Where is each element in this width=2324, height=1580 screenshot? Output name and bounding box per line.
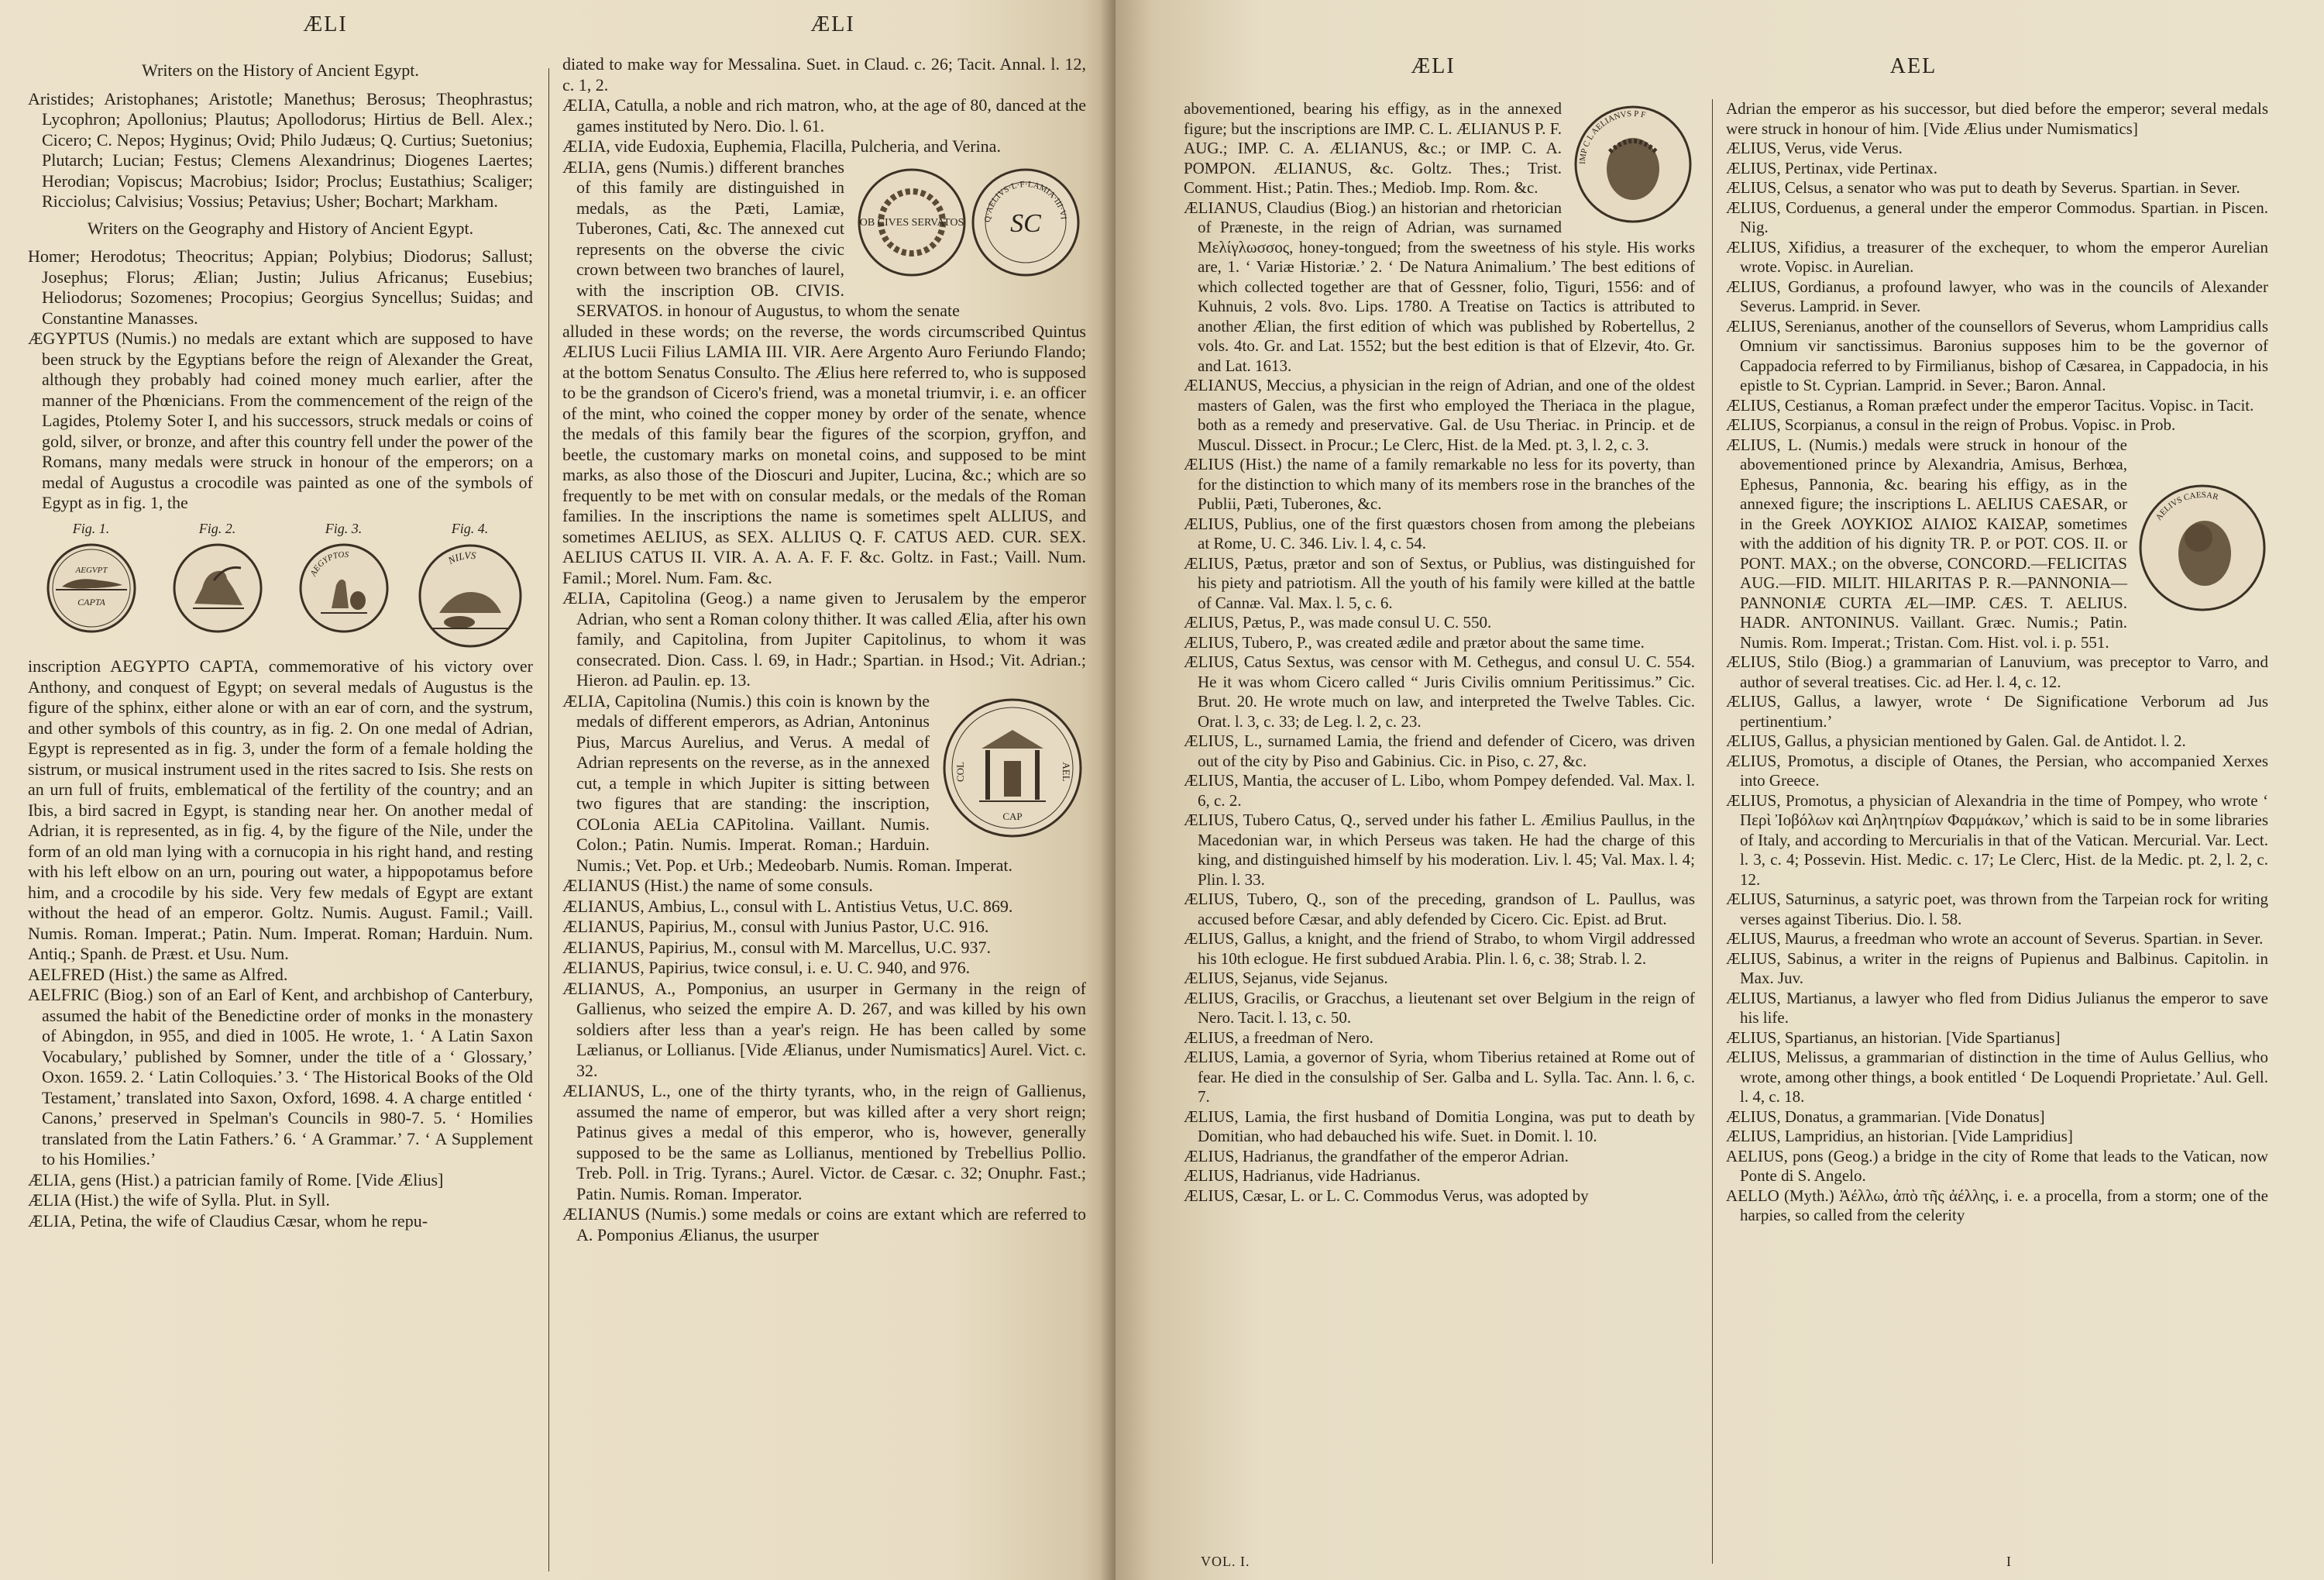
entry-aelianus-numis: ÆLIANUS (Numis.) some medals or coins are extant which are referred to A. Pomponius Ælianus, the usurper: [562, 1204, 1086, 1244]
entry-aelius-pons: AELIUS, pons (Geog.) a bridge in the city of Rome that leads to the Vatican, now Ponte di S. Angelo.: [1726, 1146, 2268, 1185]
entry-aelius-paetus-p: ÆLIUS, Pætus, P., was made consul U. C. 550.: [1184, 613, 1492, 632]
entry-aelius-caesar: ÆLIUS, Cæsar, L. or L. C. Commodus Verus, was adopted by: [1184, 1186, 1589, 1205]
entry-aelianus: ÆLIANUS (Hist.) the name of some consuls.: [562, 876, 873, 895]
entry-aelius-gordianus: ÆLIUS, Gordianus, a profound lawyer, who was in the councils of Alexander Severus. Lamprid. in Sever.: [1726, 277, 2268, 315]
column-rule: [1712, 99, 1713, 1564]
entry-aelius-martianus: ÆLIUS, Martianus, a lawyer who fled from Didius Julianus the emperor to save his life.: [1726, 988, 2268, 1027]
entry-aelius-tubero-p: ÆLIUS, Tubero, P., was created ædile and prætor about the same time.: [1184, 632, 1645, 652]
entry-aelius-promotus: ÆLIUS, Promotus, a disciple of Otanes, the Persian, who accompanied Xerxes into Greece.: [1726, 751, 2268, 790]
entry-aelius-hadrianus-2: ÆLIUS, Hadrianus, vide Hadrianus.: [1184, 1166, 1421, 1185]
entry-paragraph: abovementioned, bearing his effigy, as in the annexed figure; but the inscriptions are IMP. C. L. ÆLIANUS P. F. AUG.; IMP. C. A. ÆLIANUS, &c.; or IMP. C. A. POMPON. ÆLIANUS, &c. Goltz. Thes.; Trist. Comment. Hist.; Patin. Thes.; Mediob. Imp. Rom. &c.: [1184, 99, 1562, 197]
entry-aelfric: AELFRIC (Biog.) son of an Earl of Kent, and archbishop of Canterbury, assumed the habit of the Benedictine order of monks in the monastery of Abingdon, in 955, and died in 1005. He wrote, 1. ‘ A Latin Saxon Vocabulary,’ published by Somner, under the title of a ‘ Glossary,’ Oxon. 1659. 2. ‘ Latin Colloquies.’ 3. ‘ The Historical Books of the Old Testament,’ translated into Saxon, Oxford, 1698. 4. A charge entitled ‘ Canons,’ preserved in Spelman's Councils in 980-7. 5. ‘ Homilies translated from the Latin Fathers.’ 6. ‘ A Grammar.’ 7. ‘ A Supplement to his Homilies.’: [28, 985, 533, 1169]
entry-aelfred: AELFRED (Hist.) the same as Alfred.: [28, 964, 288, 984]
entry-aelius-mantia: ÆLIUS, Mantia, the accuser of L. Libo, whom Pompey defended. Val. Max. l. 6, c. 2.: [1184, 771, 1695, 810]
coin-legend: NILVS: [445, 549, 476, 566]
entry-aelius-catus: ÆLIUS, Catus Sextus, was censor with M. Cethegus, and consul U. C. 554. He it was whom Cicero called “ Juris Civilis omnium Peritissimus.” Cic. Brut. 20. He wrote much on law, and interpreted the Twelve Tables. Cic. Orat. l. 3, c. 33; de Leg. l. 2, c. 23.: [1184, 652, 1695, 731]
coin-legend: CAP: [1002, 810, 1023, 822]
entry-aelius-promotus-2: ÆLIUS, Promotus, a physician of Alexandria in the time of Pompey, who wrote ‘ Περὶ Ἰοβόλων καὶ Δηλητηρίων Φαρμάκων,’ which is said to be in some libraries of Italy, and according to Mercurialis in that of the Vatican. Mercurial. Var. Lect. l. 3, c. 4; Possevin. Hist. Medic. c. 17; Le Clerc, Hist. de la Medic. pt. 2, l. 2, c. 12.: [1726, 790, 2268, 889]
coin-illustration-capitolina: [939, 694, 1086, 847]
entry-aelia-vide: ÆLIA, vide Eudoxia, Euphemia, Flacilla, Pulcheria, and Verina.: [562, 136, 1001, 156]
entry-aelius-lamia: ÆLIUS, Lamia, a governor of Syria, whom Tiberius retained at Rome out of fear. He died in the consulship of Ser. Galba and L. Sylla. Tac. Ann. l. 6, c. 7.: [1184, 1048, 1695, 1106]
entry-aelius-xifidius: ÆLIUS, Xifidius, a treasurer of the exchequer, to whom the emperor Aurelian wrote. Vopisc. in Aurelian.: [1726, 237, 2268, 276]
entry-aelius-stilo: ÆLIUS, Stilo (Biog.) a grammarian of Lanuvium, was preceptor to Varro, and author of several treatises. Cic. ad Her. l. 4, c. 12.: [1726, 652, 2268, 691]
figure-1: [28, 518, 154, 651]
entry-aelianus-l: ÆLIANUS, L., one of the thirty tyrants, who, in the reign of Gallienus, assumed the name of emperor, but was killed after a very short reign; Patinus gives a medal of this emperor, who is, however, generally supposed to be the same as Lollianus, mentioned by Trebellius Pollio. Treb. Poll. in Trig. Tyrans.; Aurel. Victor. de Cæsar. c. 32; Onuphr. Fast.; Patin. Numis. Roman. Imperator.: [562, 1081, 1086, 1203]
right-page: [1116, 0, 2324, 1580]
entry-paragraph: Aristides; Aristophanes; Aristotle; Manethus; Berosus; Theophrastus; Lycophron; Apollonius; Plautus; Apollodorus; Hirtius de Bell. Alex.; Cicero; C. Nepos; Hyginus; Ovid; Philo Judæus; Q. Curtius; Suetonius; Plutarch; Lucian; Festus; Clemens Alexandrinus; Diogenes Laertes; Herodian; Vopiscus; Macrobius; Isidor; Proclus; Eustathius; Scaliger; Ricciolus; Calvisius; Vossius; Petavius; Usher; Bochart; Markham.: [28, 88, 533, 211]
crocodile-coin-icon: [45, 542, 138, 635]
entry-aelius-tubero-catus: ÆLIUS, Tubero Catus, Q., served under his father L. Æmilius Paullus, in the Macedonian war, in which Perseus was taken. He had the charge of this king, and distinguished himself by his moderation. Liv. l. 45; Val. Max. l. 4; Plin. l. 33.: [1184, 811, 1695, 889]
entry-aelius-publius: ÆLIUS, Publius, one of the first quæstors chosen from among the plebeians at Rome, U. C. 346. Liv. l. 4, c. 54.: [1184, 514, 1695, 552]
entry-aelius-corduenus: ÆLIUS, Corduenus, a general under the emperor Commodus. Spartian. in Piscen. Nig.: [1726, 198, 2268, 236]
section-heading: Writers on the Geography and History of Ancient Egypt.: [87, 218, 474, 238]
civic-crown-coin-icon: [854, 160, 1086, 284]
nile-coin-icon: [416, 542, 524, 650]
entry-aelianus-papirius: ÆLIANUS, Papirius, M., consul with Junius Pastor, U.C. 916.: [562, 917, 989, 936]
figure-caption: Fig. 1.: [72, 520, 110, 536]
entry-aelianus-pomponius: ÆLIANUS, A., Pomponius, an usurper in Germany in the reign of Gallienus, who seized the empire A. D. 267, and was killed by his own soldiers after less than a year's reign. He has been called by some Lælianus, or Lollianus. [Vide Ælianus, under Numismatics] Aurel. Vict. c. 32.: [562, 978, 1086, 1080]
entry-aelianus-meccius: ÆLIANUS, Meccius, a physician in the reign of Adrian, and one of the oldest masters of Galen, was the first who employed the Theriaca in the plague, both as a remedy and preservative. Gal. de Usu Theriac. in Princip. et de Muscul. Dissect. in Procur.; Le Clerc, Hist. de la Med. pt. 3, l. 2, c. 3.: [1184, 376, 1695, 454]
figure-row: [28, 518, 533, 651]
aelius-caesar-coin-icon: [2137, 482, 2268, 614]
coin-legend: OB CIVES SERVATOS: [859, 216, 964, 229]
coin-legend: IMP C L AELIANVS P F: [1577, 108, 1647, 165]
page-header-left: ÆLI: [303, 12, 348, 36]
entry-aelius-gallus-lawyer: ÆLIUS, Gallus, a lawyer, wrote ‘ De Significatione Verborum ad Jus pertinentium.’: [1726, 692, 2268, 731]
entry-aelius-gallus: ÆLIUS, Gallus, a knight, and the friend of Strabo, to whom Virgil addressed his 10th eclogue. He first subdued Arabia. Plin. l. 6, c. 38; Strab. l. 2.: [1184, 929, 1695, 968]
left-page: [0, 0, 1116, 1580]
volume-label: VOL. I.: [1201, 1554, 1250, 1569]
entry-aelius-melissus: ÆLIUS, Melissus, a grammarian of distinction in the time of Aulus Gellius, who wrote, among other things, a book entitled ‘ De Loquendi Proprietate.’ Aul. Gell. l. 4, c. 18.: [1726, 1048, 2268, 1106]
entry-aelia-catulla: ÆLIA, Catulla, a noble and rich matron, who, at the age of 80, danced at the games instituted by Nero. Dio. l. 61.: [562, 95, 1086, 136]
entry-aelius-l-numis: ÆLIUS, L. (Numis.) medals were struck in honour of the abovementioned prince by Alexandria, Amisus, Berhœa, Ephesus, Pannonia, &c. bearing his effigy, as in the annexed figure; the inscriptions L. AELIUS CAESAR, or in the Greek ΛΟΥΚΙΟΣ ΑΙΛΙΟΣ ΚΑΙΣΑΡ, sometimes with the addition of his dignity TR. P. or POT. COS. II. or PONT. MAX.; on the obverse, CONCORD.—FELICITAS AUG.—FID. MILIT. HILARITAS P. R.—PANNONIA—PANNONIÆ CURTA ÆL—IMP. CÆS. T. AELIUS. HADR. ANTONINUS. Vaillant. Græc. Numis.; Patin. Numis. Rom. Imperat.; Tristan. Com. Hist. vol. i. p. 551.: [1726, 435, 2127, 652]
entry-aelia-capitolina-numis: ÆLIA, Capitolina (Numis.) this coin is known by the medals of different emperors, as Adrian, Antoninus Pius, Marcus Aurelius, and Verus. A medal of Adrian represents on the reverse, as in the annexed cut, a temple in which Jupiter is sitting between two figures that are standing: the inscription, COLonia AELia CAPitolina. Vaillant. Numis. Colon.; Patin. Numis. Imperat. Roman.; Harduin. Numis.; Vet. Pop. et Urb.; Medeobarb. Numis. Roman. Imperat.: [562, 690, 1012, 875]
entry-aello: AELLO (Myth.) Ἀέλλω, ἀπὸ τῆς ἀέλλης, i. e. a procella, from a storm; one of the harpies, so called from the celerity: [1726, 1186, 2268, 1224]
sphinx-coin-icon: [171, 542, 264, 635]
entry-aelia-gens-numis: ÆLIA, gens (Numis.) different branches of this family are distinguished in medals, as the Pæti, Lamiæ, Tuberones, Cati, &c. The annexed cut represents on the obverse the civic crown between two branches of laurel, with the inscription OB. CIVIS. SERVATOS. in honour of Augustus, to whom the senate: [562, 157, 960, 320]
figure-4: [407, 518, 533, 651]
figure-caption: Fig. 3.: [325, 520, 363, 536]
column-rule: [548, 68, 549, 1571]
entry-paragraph: diated to make way for Messalina. Suet. in Claud. c. 26; Tacit. Annal. l. 12, c. 1, 2.: [562, 54, 1086, 95]
figure-caption: Fig. 2.: [198, 520, 236, 536]
entry-aelius-serenianus: ÆLIUS, Serenianus, another of the counsellors of Severus, whom Lampridius calls Omnium vir sanctissimus. Baronius supposes him to be the governor of Cappadocia referred to by Firmilianus, bishop of Cæsarea, in Cappadocia, in his epistle to St. Cyprian. Lamprid. in Sever.; Baron. Annal.: [1726, 316, 2268, 394]
entry-paragraph: alluded in these words; on the reverse, the words circumscribed Quintus ÆLIUS Lucii Filius LAMIA III. VIR. Aere Argento Auro Feriundo Flando; at the bottom Senatus Consulto. The Ælius here referred to, who is supposed to be the grandson of Cicero's friend, was a monetal triumvir, i. e. an officer of the mint, who coined the copper money by order of the senate, whence the medals of this family bear the figures of the scorpion, gryffon, and beetle, the customary marks on monetal coins, and supposed to be mint marks, as also those of the Dioscuri and Jupiter, Lucina, &c.; which are so frequently to be met with on consular medals, or the medals of the Roman families. In the inscriptions the name is sometimes spelt ALLIUS, and sometimes AELIUS, as SEX. ALLIUS Q. F. CATUS AED. CUR. SEX. AELIUS CATUS II. VIR. A. A. A. F. F. &c. Goltz. in Fast.; Vaill. Num. Famil.; Morel. Num. Fam. &c.: [562, 321, 1086, 587]
entry-aelius-lamia-2: ÆLIUS, Lamia, the first husband of Domitia Longina, was put to death by Domitian, who had debauched his wife. Suet. in Domit. l. 10.: [1184, 1107, 1695, 1145]
entry-aelius-hadrianus: ÆLIUS, Hadrianus, the grandfather of the emperor Adrian.: [1184, 1146, 1569, 1165]
entry-aelius-sabinus: ÆLIUS, Sabinus, a writer in the reigns of Pupienus and Balbinus. Capitolin. in Max. Juv.: [1726, 948, 2268, 987]
temple-coin-icon: [939, 694, 1086, 842]
entry-aelianus-papirius-3: ÆLIANUS, Papirius, twice consul, i. e. U. C. 940, and 976.: [562, 958, 971, 977]
entry-aelia: ÆLIA (Hist.) the wife of Sylla. Plut. in Syll.: [28, 1190, 330, 1210]
section-heading: Writers on the History of Ancient Egypt.: [142, 60, 419, 80]
entry-aelianus-ambius: ÆLIANUS, Ambius, L., consul with L. Antistius Vetus, U.C. 869.: [562, 896, 1013, 916]
entry-aelius-spartianus: ÆLIUS, Spartianus, an historian. [Vide Spartianus]: [1726, 1028, 2061, 1047]
entry-aelius-verus: ÆLIUS, Verus, vide Verus.: [1726, 139, 1903, 157]
coin-legend: AEL: [1061, 761, 1072, 782]
signature-mark: I: [2006, 1554, 2012, 1569]
coin-legend: AEGVPT: [75, 566, 107, 575]
figure-3: [280, 518, 407, 651]
column-4: [1726, 99, 2268, 1564]
entry-aelius-sejanus: ÆLIUS, Sejanus, vide Sejanus.: [1184, 969, 1388, 987]
figure-2: [154, 518, 280, 651]
entry-aelianus-claudius: ÆLIANUS, Claudius (Biog.) an historian and rhetorician of Præneste, in the reign of Adrian, was surnamed Μελίγλωσσος, honey-tongued; from the sweetness of his style. His works are, 1. ‘ Variæ Historiæ.’ 2. ‘ De Natura Animalium.’ The best editions of which collected together are that of Gessner, folio, Tiguri, 1556: and of Kuhnuis, 2 vols. 8vo. Lips. 1780. A Treatise on Tactics is attributed to another Ælian, the first edition of which was published by Robertellus, 2 vols. 4to. Gr. and Lat. 1552; but the best edition is that of Elzevir, 4to. Gr. and Lat. 1613.: [1184, 198, 1695, 375]
page-header-right-2: AEL: [1889, 54, 1937, 78]
coin-legend: Q·AELIVS·L·F·LAMIA·III·VI: [982, 179, 1068, 222]
coin-legend: CAPTA: [77, 597, 105, 608]
column-2: [562, 54, 1086, 1569]
coin-legend: SC: [1010, 208, 1041, 238]
entry-paragraph: Homer; Herodotus; Theocritus; Appian; Polybius; Diodorus; Sallust; Josephus; Florus; Ælian; Justin; Julius Africanus; Eusebius; Heliodorus; Sozomenes; Procopius; Georgius Syncellus; Suidas; and Constantine Manasses.: [28, 246, 533, 328]
entry-aelius-cestianus: ÆLIUS, Cestianus, a Roman præfect under the emperor Tacitus. Vopisc. in Tacit.: [1726, 395, 2254, 415]
coin-illustration-aelius-caesar: [2137, 482, 2268, 619]
entry-aelius-scorpianus: ÆLIUS, Scorpianus, a consul in the reign of Probus. Vopisc. in Prob.: [1726, 415, 2176, 434]
coin-illustration-aelianus: [1571, 102, 1695, 232]
page-header-left-2: ÆLI: [810, 12, 855, 36]
entry-aelius-hist: ÆLIUS (Hist.) the name of a family remarkable no less for its poverty, than for the distinction to which many of its members rose in the branches of the Publii, Pæti, Tuberones, &c.: [1184, 455, 1695, 513]
entry-aelius-tubero-q: ÆLIUS, Tubero, Q., son of the preceding, grandson of L. Paullus, was accused before Cæsar, and ably defended by Cicero. Cic. Epist. ad Brut.: [1184, 890, 1695, 928]
figure-caption: Fig. 4.: [451, 520, 489, 536]
column-1: [28, 54, 533, 1569]
entry-aelia-petina: ÆLIA, Petina, the wife of Claudius Cæsar, whom he repu-: [28, 1210, 428, 1231]
coin-legend: COL: [954, 761, 966, 782]
coin-legend: AELIVS CAESAR: [2154, 490, 2220, 522]
entry-aelius-freedman: ÆLIUS, a freedman of Nero.: [1184, 1028, 1373, 1047]
entry-aelia-capitolina-geog: ÆLIA, Capitolina (Geog.) a name given to Jerusalem by the emperor Adrian, who sent a Roman colony thither. It was called Ælia, after his own family, and Capitolina, from Jupiter Capitolinus, to whom it was consecrated. Dion. Cass. l. 69, in Hadr.; Spartian. in Hsod.; Vit. Adrian.; Hieron. ad Paulin. ep. 13.: [562, 588, 1086, 690]
entry-aelius-saturninus: ÆLIUS, Saturninus, a satyric poet, was thrown from the Tarpeian rock for writing verses against Tiberius. Dio. l. 58.: [1726, 890, 2268, 928]
entry-aelius-pertinax: ÆLIUS, Pertinax, vide Pertinax.: [1726, 158, 1937, 177]
entry-aelius-gallus-physician: ÆLIUS, Gallus, a physician mentioned by Galen. Gal. de Antidot. l. 2.: [1726, 731, 2186, 750]
coin-illustration-lamia: [854, 160, 1086, 290]
entry-aegyptus: ÆGYPTUS (Numis.) no medals are extant which are supposed to have been struck by the Egyptians before the reign of Alexander the Great, although they probably had coined money much earlier, after the manner of the Phœnicians. From the commencement of the reign of the Lagides, Ptolemy Soter I, and his successors, struck medals or coins of gold, silver, or bronze, and after this country fell under the power of the Romans, many medals were struck in honour of the emperors; on a medal of Augustus a crocodile was painted as one of the symbols of Egypt as in fig. 1, the: [28, 329, 533, 512]
page-header-right: ÆLI: [1411, 54, 1456, 78]
coin-legend: AEGYPTOS: [308, 549, 349, 578]
entry-aelianus-papirius-2: ÆLIANUS, Papirius, M., consul with M. Marcellus, U.C. 937.: [562, 937, 992, 957]
entry-aelius-donatus: ÆLIUS, Donatus, a grammarian. [Vide Donatus]: [1726, 1107, 2045, 1126]
emperor-head-coin-icon: [1571, 102, 1695, 226]
entry-aelius-celsus: ÆLIUS, Celsus, a senator who was put to death by Severus. Spartian. in Sever.: [1726, 178, 2240, 197]
egypt-figure-coin-icon: [297, 542, 390, 635]
column-3: [1184, 99, 1695, 1564]
entry-aelius-maurus: ÆLIUS, Maurus, a freedman who wrote an account of Severus. Spartian. in Sever.: [1726, 929, 2264, 948]
entry-aelius-l-lamia: ÆLIUS, L., surnamed Lamia, the friend and defender of Cicero, was driven out of the city by Piso and Gabinius. Cic. in Piso, c. 27, &c.: [1184, 731, 1695, 770]
entry-paragraph: inscription AEGYPTO CAPTA, commemorative of his victory over Anthony, and conquest of Egypt; on several medals of Augustus is the figure of the sphinx, either alone or with an ear of corn, and the systrum, and other symbols of this country, as in fig. 2. On one medal of Adrian, Egypt is represented as in fig. 3, under the form of a female holding the sistrum, or musical instrument used in the rites sacred to Isis. She rests on an urn full of fruits, emblematical of the fertility of the country; and an Ibis, a bird sacred in Egypt, is standing near her. On another medal of Adrian, it is represented, as in fig. 4, by the figure of the Nile, under the form of an old man lying with a cornucopia in his right hand, and resting with his left elbow on an urn, pouring out water, a hippopotamus before him, and a crocodile by his side. Very few medals of Egypt are extant without the head of an emperor. Goltz. Numis. August. Famil.; Vaill. Numis. Roman. Imperat.; Patin. Num. Imperat. Roman; Harduin. Num. Antiq.; Spanh. de Præst. et Usu. Num.: [28, 656, 533, 963]
entry-aelius-paetus: ÆLIUS, Pætus, prætor and son of Sextus, or Publius, was distinguished for his piety and patriotism. All the youth of his family were killed at the battle of Cannæ. Val. Max. l. 5, c. 6.: [1184, 553, 1695, 612]
entry-aelius-gracilis: ÆLIUS, Gracilis, or Gracchus, a lieutenant set over Belgium in the reign of Nero. Tacit. l. 13, c. 50.: [1184, 988, 1695, 1027]
entry-aelia-gens: ÆLIA, gens (Hist.) a patrician family of Rome. [Vide Ælius]: [28, 1169, 444, 1189]
entry-paragraph: Adrian the emperor as his successor, but died before the emperor; several medals were struck in honour of him. [Vide Ælius under Numismatics]: [1726, 99, 2268, 138]
entry-aelius-lampridius: ÆLIUS, Lampridius, an historian. [Vide Lampridius]: [1726, 1127, 2073, 1145]
